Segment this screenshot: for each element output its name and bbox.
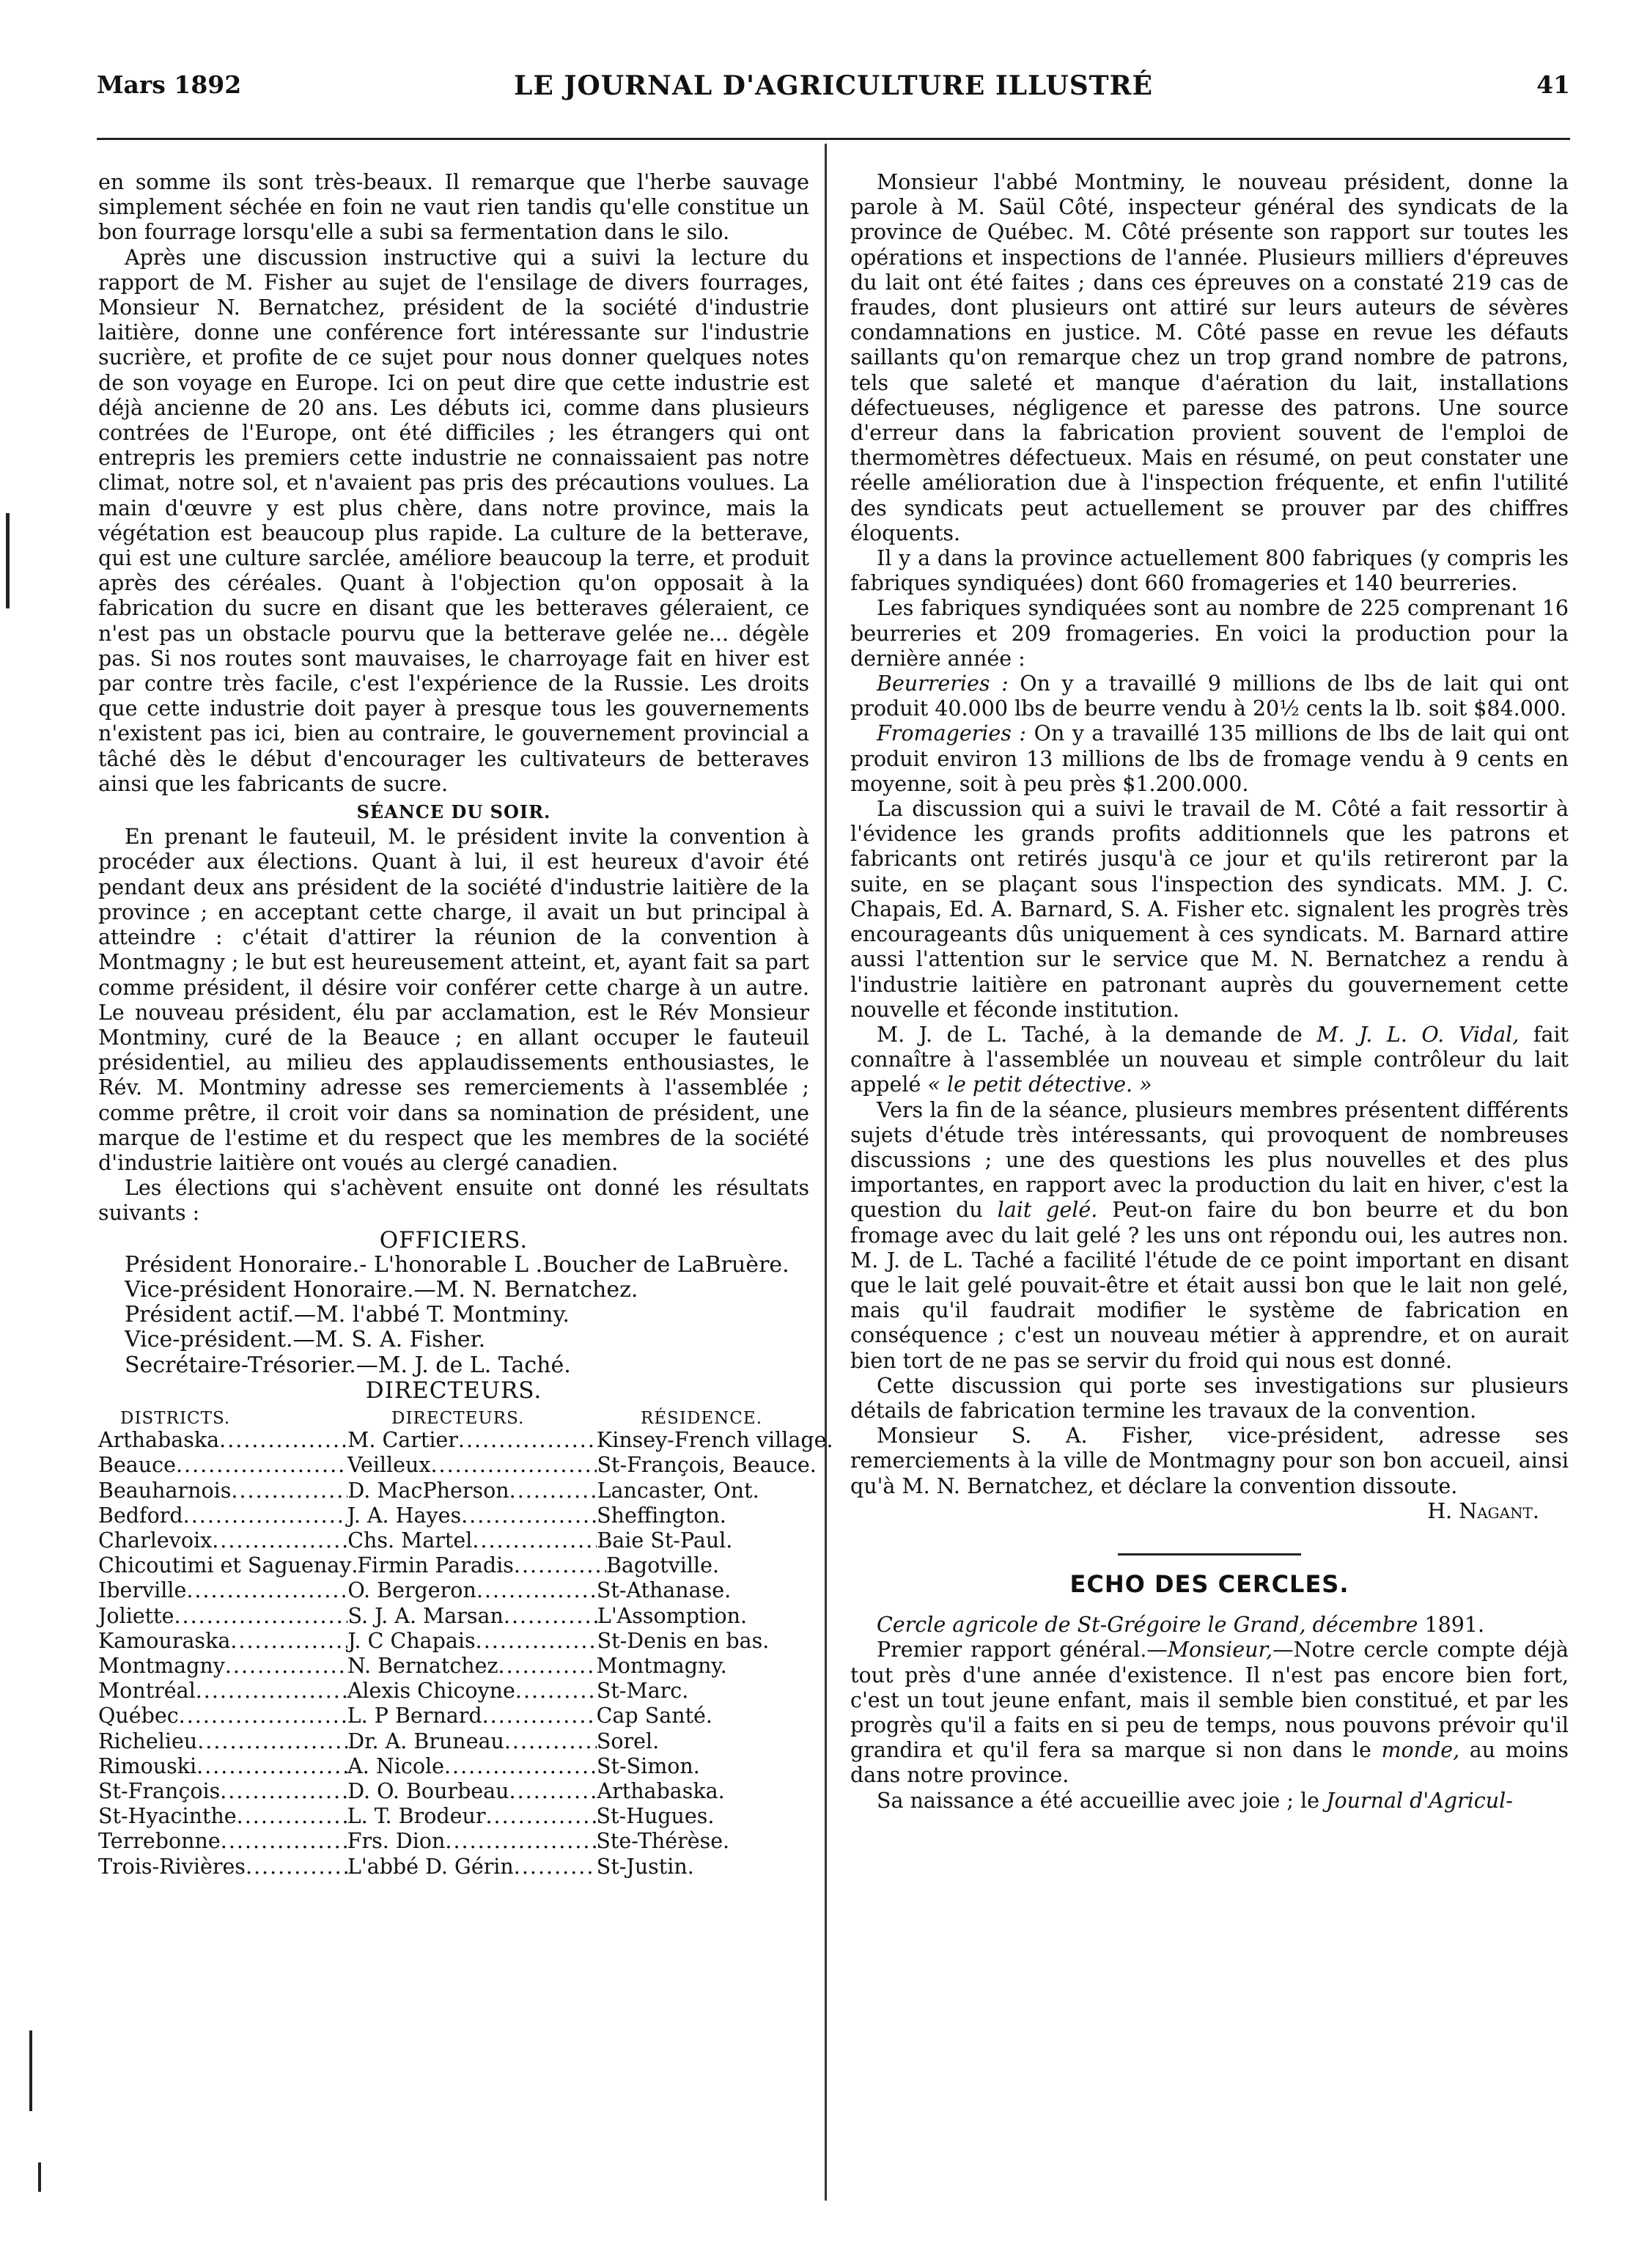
residence-cell: St-Justin. (596, 1854, 694, 1879)
director-cell: J. A. Hayes (347, 1503, 462, 1528)
district-cell: Québec (98, 1704, 179, 1728)
director-cell: N. Bernatchez (347, 1653, 498, 1678)
director-row (98, 1528, 809, 1553)
paragraph: en somme ils sont très-beaux. Il remarque que l'herbe sauvage simplement séchée en foin ne vaut rien tandis qu'elle constitue un bon fourrage lorsqu'elle a subi sa fermentation dans le silo. (98, 170, 809, 245)
leader-dots (196, 1754, 347, 1779)
leader-dots (498, 1654, 597, 1679)
leader-dots (482, 1704, 597, 1728)
paragraph (850, 671, 1569, 721)
director-row (98, 1855, 809, 1879)
leader-dots (509, 1479, 597, 1503)
leader-dots (231, 1479, 347, 1503)
paragraph (850, 721, 1569, 797)
director-row (98, 1479, 809, 1503)
residence-cell: St-François, Beauce. (597, 1453, 817, 1478)
leader-dots (176, 1453, 347, 1478)
leader-dots (179, 1704, 347, 1728)
leader-dots (458, 1428, 597, 1453)
leader-dots (186, 1578, 347, 1603)
emphasis: lait gelé. (997, 1198, 1098, 1223)
residence-cell: Montmagny. (596, 1653, 727, 1678)
leader-dots (183, 1503, 347, 1528)
text: fait connaître à l'assemblée un nouveau et simple contrôleur du lait appelé (850, 1022, 1569, 1097)
right-column (850, 170, 1569, 1814)
paragraph: Après une discussion instructive qui a suivi la lecture du rapport de M. Fisher au sujet de l'ensilage de divers fourrages, Monsieur N. Bernatchez, président de la société d'industrie laitière, donne une conférence fort intéressante sur l'industrie sucrière, et profite de ce sujet pour nous donner quelques notes de son voyage en Europe. Ici on peut dire que cette industrie est déjà ancienne de 20 ans. Les débuts ici, comme dans plusieurs contrées de l'Europe, ont été difficiles ; les étrangers qui ont entrepris les premiers cette industrie ne connaissaient pas notre climat, notre sol, et n'avaient pas pris des précautions voulues. La main d'œuvre y est plus chère, dans notre province, mais la végétation est beaucoup plus rapide. La culture de la betterave, qui est une culture sarclée, améliore beaucoup la terre, et produit après des céréales. Quant à l'objection qu'on opposait à la fabrication du sucre en disant que les betteraves géleraient, ce n'est pas un obstacle pourvu que la betterave gelée ne... dégèle pas. Si nos routes sont mauvaises, le charroyage fait en hiver est par contre très facile, c'est l'expérience de la Russie. Les droits que cette industrie doit payer à presque tous les gouvernements n'existent pas ici, bien au contraire, le gouvernement provincial a tâché dès le début d'encourager les cultivateurs de betteraves ainsi que les fabricants de sucre. (98, 245, 809, 796)
director-row (98, 1578, 809, 1603)
director-cell: S. J. A. Marsan (347, 1603, 504, 1628)
district-cell: Montmagny (98, 1653, 225, 1678)
director-row (98, 1679, 809, 1704)
header-rule (97, 138, 1570, 140)
residence-cell: Sorel. (596, 1728, 660, 1753)
district-cell: Trois-Rivières (98, 1854, 246, 1879)
district-cell: Arthabaska (98, 1428, 220, 1453)
residence-cell: Lancaster, Ont. (597, 1478, 759, 1503)
officers-list (98, 1253, 809, 1378)
director-row (98, 1604, 809, 1629)
leader-dots (444, 1754, 597, 1779)
director-cell: Firmin Paradis (357, 1553, 514, 1578)
residence-cell: Sheffington. (597, 1503, 726, 1528)
leader-dots (445, 1829, 596, 1854)
director-row (98, 1804, 809, 1829)
residence-cell: Kinsey-French village. (596, 1428, 833, 1453)
district-cell: Beauharnois (98, 1478, 232, 1503)
director-row (98, 1729, 809, 1754)
leader-dots (509, 1779, 597, 1804)
residence-cell: St-Marc. (596, 1679, 689, 1704)
residence-cell: Ste-Thérèse. (596, 1829, 730, 1854)
leader-dots (221, 1829, 347, 1854)
issue-date: Mars 1892 (97, 70, 242, 99)
director-cell: D. O. Bourbeau (347, 1778, 509, 1803)
director-row (98, 1754, 809, 1779)
residence-cell: St-Hugues. (596, 1804, 715, 1829)
director-row (98, 1704, 809, 1728)
person-name: M. J. L. O. Vidal, (1316, 1022, 1520, 1047)
district-cell: Kamouraska (98, 1628, 231, 1653)
leader-dots (225, 1654, 347, 1679)
page-number: 41 (1536, 70, 1570, 99)
leader-dots (219, 1428, 347, 1453)
leader-dots (472, 1528, 597, 1553)
district-cell: Richelieu (98, 1728, 198, 1753)
director-cell: Veilleux (347, 1453, 431, 1478)
officer-line: Vice-président Honoraire.—M. N. Bernatchez. (125, 1276, 638, 1303)
cercle-name: Cercle agricole de St-Grégoire le Grand, décembre (877, 1613, 1418, 1638)
director-row (98, 1503, 809, 1528)
col-header-residence: RÉSIDENCE. (641, 1408, 763, 1428)
section-heading: SÉANCE DU SOIR. (356, 801, 551, 823)
director-row (98, 1629, 809, 1654)
leader-dots (476, 1629, 597, 1654)
district-cell: Beauce (98, 1453, 176, 1478)
residence-cell: Cap Santé. (596, 1704, 712, 1728)
leader-dots (196, 1679, 347, 1704)
journal-title: LE JOURNAL D'AGRICULTURE ILLUSTRÉ (514, 70, 1153, 101)
district-cell: Joliette (98, 1603, 174, 1628)
district-cell: Montréal (98, 1679, 196, 1704)
paragraph (850, 1023, 1569, 1098)
leader-dots (197, 1729, 347, 1754)
residence-cell: St-Simon. (596, 1753, 700, 1778)
director-row (98, 1453, 817, 1478)
leader-dots (351, 1553, 357, 1578)
director-cell: Alexis Chicoyne (347, 1679, 515, 1704)
text: au moins dans notre province. (850, 1738, 1569, 1788)
page-header (97, 70, 1570, 108)
column-divider (825, 144, 827, 2201)
paragraph (850, 1613, 1569, 1638)
director-row (98, 1654, 809, 1679)
director-cell: L'abbé D. Gérin (347, 1854, 514, 1879)
text: Peut-on faire du bon beurre et du bon fromage avec du lait gelé ? les uns ont répondu oui, les autres non. M. J. de L. Taché a facilité l'étude de ce point important en disant que le lait gelé pouvait-être et était aussi bon que le lait non gelé, mais qu'il faudrait modifier le système de fabrication en conséquence ; c'est un nouveau métier à apprendre, et on aurait bien tort de ne pas se servir du froid qui nous est donné. (850, 1198, 1569, 1373)
leader-dots (504, 1604, 597, 1629)
district-cell: St-Hyacinthe (98, 1804, 237, 1829)
director-row (98, 1829, 809, 1854)
district-cell: Bedford (98, 1503, 183, 1528)
residence-cell: L'Assomption. (597, 1603, 748, 1628)
paragraph (850, 1789, 1569, 1814)
district-cell: Terrebonne (98, 1829, 221, 1854)
director-cell: Chs. Martel (347, 1528, 473, 1553)
district-cell: Rimouski (98, 1753, 197, 1778)
scan-speck (29, 2030, 32, 2111)
paragraph: Cette discussion qui porte ses investigations sur plusieurs détails de fabrication termine les travaux de la convention. (850, 1373, 1569, 1423)
district-cell: Chicoutimi et Saguenay (98, 1553, 352, 1578)
director-cell: A. Nicole (347, 1753, 444, 1778)
director-cell: M. Cartier (347, 1428, 458, 1453)
residence-cell: St-Athanase. (596, 1578, 732, 1603)
emphasis: Monsieur, (1167, 1638, 1273, 1663)
text: On y a travaillé 135 millions de lbs de lait qui ont produit environ 13 millions de lbs de fromage vendu à 9 cents en moyenne, soit à peu près $1.200.000. (850, 721, 1569, 796)
leader-dots (174, 1604, 347, 1629)
paragraph: Monsieur S. A. Fisher, vice-président, adresse ses remerciements à la ville de Montmagny pour son bon accueil, ainsi qu'à M. N. Bernatchez, et déclare la convention dissoute. (850, 1424, 1569, 1498)
leader-dots (230, 1629, 347, 1654)
paragraph (850, 1638, 1569, 1788)
label-fromageries: Fromageries : (877, 721, 1027, 746)
leader-dots (514, 1855, 597, 1879)
director-cell: J. C Chapais (347, 1628, 476, 1653)
director-cell: L. T. Brodeur (347, 1804, 486, 1829)
paragraph: Il y a dans la province actuellement 800 fabriques (y compris les fabriques syndiquées) dont 660 fromageries et 140 beurreries. (850, 546, 1569, 596)
residence-cell: St-Denis en bas. (597, 1628, 770, 1653)
paragraph: Monsieur l'abbé Montminy, le nouveau président, donne la parole à M. Saül Côté, inspecteur général des syndicats de la province de Québec. M. Côté présente son rapport sur toutes les opérations et inspections de l'année. Plusieurs milliers d'épreuves du lait ont été faites ; dans ces épreuves on a constaté 219 cas de fraudes, dont plusieurs ont attiré sur leurs auteurs de sévères condamnations en justice. M. Côté passe en revue les défauts saillants qu'on remarque chez un trop grand nombre de patrons, tels que saleté et manque d'aération du lait, installations défectueuses, négligence et paresse des patrons. Une source d'erreur dans la fabrication provient souvent de l'emploi de thermomètres défectueux. Mais en résumé, on peut constater une réelle amélioration due à l'inspection fréquente, et enfin l'utilité des syndicats peut actuellement se prouver par des chiffres éloquents. (850, 170, 1569, 545)
director-cell: O. Bergeron (347, 1578, 476, 1603)
text: —Notre cercle compte déjà tout près d'une année d'existence. Il n'est pas encore bien fort, c'est un tout jeune enfant, mais il semble bien constitué, et par les progrès qu'il a faits en si peu de temps, nous pouvons prévoir qu'il grandira et qu'il fera sa marque si non dans le (850, 1638, 1569, 1763)
residence-cell: Bagotville. (605, 1553, 720, 1578)
col-header-districts: DISTRICTS. (120, 1408, 231, 1428)
officer-line: Président Honoraire.- L'honorable L .Boucher de LaBruère. (125, 1251, 789, 1278)
leader-dots (461, 1503, 597, 1528)
left-column (98, 170, 833, 1879)
label-beurreries: Beurreries : (877, 671, 1009, 696)
directors-table (98, 1428, 833, 1879)
directors-column-headers (98, 1403, 809, 1428)
leader-dots (476, 1578, 597, 1603)
officer-line: Vice-président.—M. S. A. Fisher. (125, 1327, 486, 1353)
device-name: « le petit détective. » (927, 1072, 1152, 1097)
emphasis: monde, (1381, 1738, 1460, 1763)
paragraph: En prenant le fauteuil, M. le président invite la convention à procéder aux élections. Quant à lui, il est heureux d'avoir été pendant deux ans président de la société d'industrie laitière de la province ; en acceptant cette charge, il avait un but principal à atteindre : c'était d'attirer la réunion de la convention à Montmagny ; le but est heureusement atteint, et, ayant fait sa part comme président, il désire voir conférer cette charge à un autre. Le nouveau président, élu par acclamation, est le Rév Monsieur Montminy, curé de la Beauce ; en allant occuper le fauteuil présidentiel, au milieu des applaudissements enthousiastes, le Rév. M. Montminy adresse ses remerciements à l'assemblée ; comme prêtre, il croit voir dans sa nomination de président, une marque de l'estime et du respect que les membres de la société d'industrie laitière ont voués au clergé canadien. (98, 825, 809, 1175)
paragraph (850, 1098, 1569, 1374)
leader-dots (220, 1779, 347, 1804)
text: On y a travaillé 9 millions de lbs de lait qui ont produit 40.000 lbs de beurre vendu à 20½ cents la lb. soit $84.000. (850, 671, 1569, 721)
year: 1891. (1424, 1613, 1485, 1638)
leader-dots (430, 1453, 597, 1478)
leader-dots (212, 1528, 347, 1553)
emphasis: Journal d'Agricul- (1326, 1788, 1513, 1813)
leader-dots (237, 1804, 347, 1829)
district-cell: Iberville (98, 1578, 187, 1603)
col-header-directors: DIRECTEURS. (391, 1408, 525, 1428)
director-row (98, 1428, 833, 1453)
text: M. J. de L. Taché, à la demande de (877, 1022, 1303, 1047)
scan-speck (38, 2162, 41, 2192)
paragraph: La discussion qui a suivi le travail de M. Côté a fait ressortir à l'évidence les grands profits additionnels que les patrons et fabricants ont retirés jusqu'à ce jour et qu'ils retireront par la suite, en se plaçant sous l'inspection des syndicats. MM. J. C. Chapais, Ed. A. Barnard, S. A. Fisher etc. signalent les progrès très encourageants dûs uniquement à ces syndicats. M. Barnard attire aussi l'attention sur le service que M. N. Bernatchez a rendu à l'industrie laitière en patronant auprès du gouvernement cette nouvelle et féconde institution. (850, 797, 1569, 1022)
paragraph: Les élections qui s'achèvent ensuite ont donné les résultats suivants : (98, 1176, 809, 1226)
text: Vers la fin de la séance, plusieurs membres présentent différents sujets d'étude très intéressants, qui provoquent de nombreuses discussions ; une des questions les plus nouvelles et des plus importantes, en rapport avec la production du lait en hiver, c'est la question du (850, 1097, 1569, 1223)
district-cell: St-François (98, 1778, 221, 1803)
director-cell: D. MacPherson (347, 1478, 509, 1503)
leader-dots (504, 1729, 597, 1754)
director-row (98, 1779, 809, 1804)
director-cell: Frs. Dion (347, 1829, 446, 1854)
residence-cell: Baie St-Paul. (597, 1528, 733, 1553)
officer-line: Secrétaire-Trésorier.—M. J. de L. Taché. (125, 1352, 571, 1378)
district-cell: Charlevoix (98, 1528, 213, 1553)
text: Sa naissance a été accueillie avec joie ; le (877, 1788, 1319, 1813)
scan-speck (6, 513, 10, 608)
paragraph: Les fabriques syndiquées sont au nombre de 225 comprenant 16 beurreries et 209 fromageries. En voici la production pour la dernière année : (850, 596, 1569, 671)
leader-dots (515, 1679, 597, 1704)
director-cell: L. P Bernard (347, 1704, 482, 1728)
officer-line: Président actif.—M. l'abbé T. Montminy. (125, 1302, 570, 1328)
director-row (98, 1553, 809, 1578)
echo-title: ECHO DES CERCLES. (1069, 1569, 1349, 1598)
director-cell: Dr. A. Bruneau (347, 1728, 504, 1753)
leader-dots (246, 1855, 347, 1879)
signature: H. Nagant. (1427, 1498, 1539, 1523)
leader-dots (514, 1553, 606, 1578)
directors-heading: DIRECTEURS. (365, 1377, 542, 1404)
text: Premier rapport général.— (877, 1638, 1168, 1663)
leader-dots (485, 1804, 596, 1829)
officers-heading: OFFICIERS. (379, 1226, 528, 1253)
residence-cell: Arthabaska. (597, 1778, 725, 1803)
